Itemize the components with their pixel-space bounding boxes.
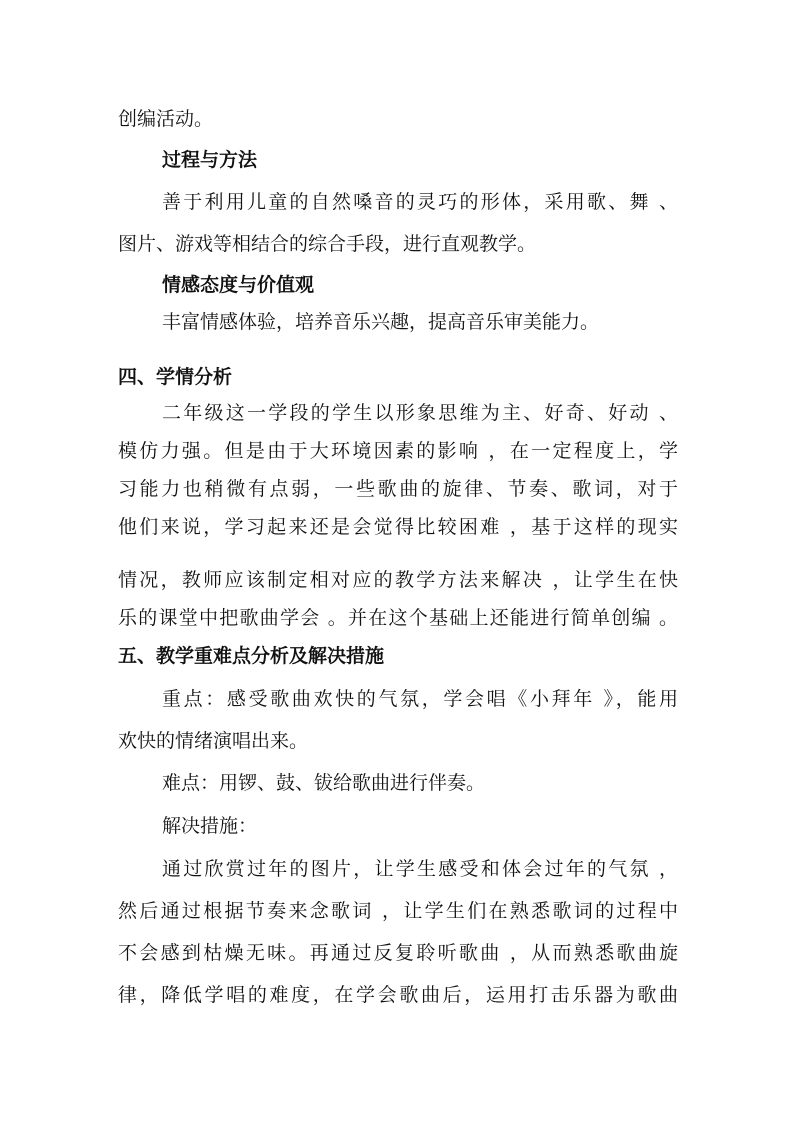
body-line: 律，降低学唱的难度，在学会歌曲后，运用打击乐器为歌曲 — [118, 984, 678, 1006]
body-line: 难点：用锣、鼓、钹给歌曲进行伴奏。 — [162, 772, 486, 794]
body-line: 通过欣赏过年的图片，让学生感受和体会过年的气氛 ， — [162, 858, 678, 880]
section-heading-learner-analysis: 四、学情分析 — [118, 366, 233, 388]
body-line: 然后通过根据节奏来念歌词 ，让学生们在熟悉歌词的过程中 — [118, 900, 678, 922]
body-line: 不会感到枯燥无味。再通过反复聆听歌曲 ，从而熟悉歌曲旋 — [118, 942, 678, 964]
subheading-emotion-values: 情感态度与价值观 — [162, 274, 315, 296]
body-line: 解决措施： — [162, 815, 258, 837]
body-line: 图片、游戏等相结合的综合手段，进行直观教学。 — [118, 233, 537, 255]
body-line: 善于利用儿童的自然嗓音的灵巧的形体，采用歌、舞 、 — [162, 191, 678, 213]
body-line: 他们来说，学习起来还是会觉得比较困难 ，基于这样的现实 — [118, 516, 678, 538]
body-line: 二年级这一学段的学生以形象思维为主、好奇、好动 、 — [162, 402, 678, 424]
body-line: 习能力也稍微有点弱，一些歌曲的旋律、节奏、歌词，对于 — [118, 478, 678, 500]
body-line: 重点：感受歌曲欢快的气氛，学会唱《小拜年 》，能用 — [162, 688, 678, 710]
body-line: 丰富情感体验，培养音乐兴趣，提高音乐审美能力。 — [162, 311, 600, 333]
body-line: 模仿力强。但是由于大环境因素的影响 ，在一定程度上，学 — [118, 440, 678, 462]
body-line: 情况，教师应该制定相对应的教学方法来解决 ，让学生在快 — [118, 569, 678, 591]
body-line: 欢快的情绪演唱出来。 — [118, 730, 309, 752]
subheading-process-methods: 过程与方法 — [162, 149, 258, 171]
body-line: 创编活动。 — [118, 108, 214, 130]
body-line: 乐的课堂中把歌曲学会 。并在这个基础上还能进行简单创编 。 — [118, 607, 678, 629]
section-heading-key-points: 五、教学重难点分析及解决措施 — [118, 645, 385, 667]
